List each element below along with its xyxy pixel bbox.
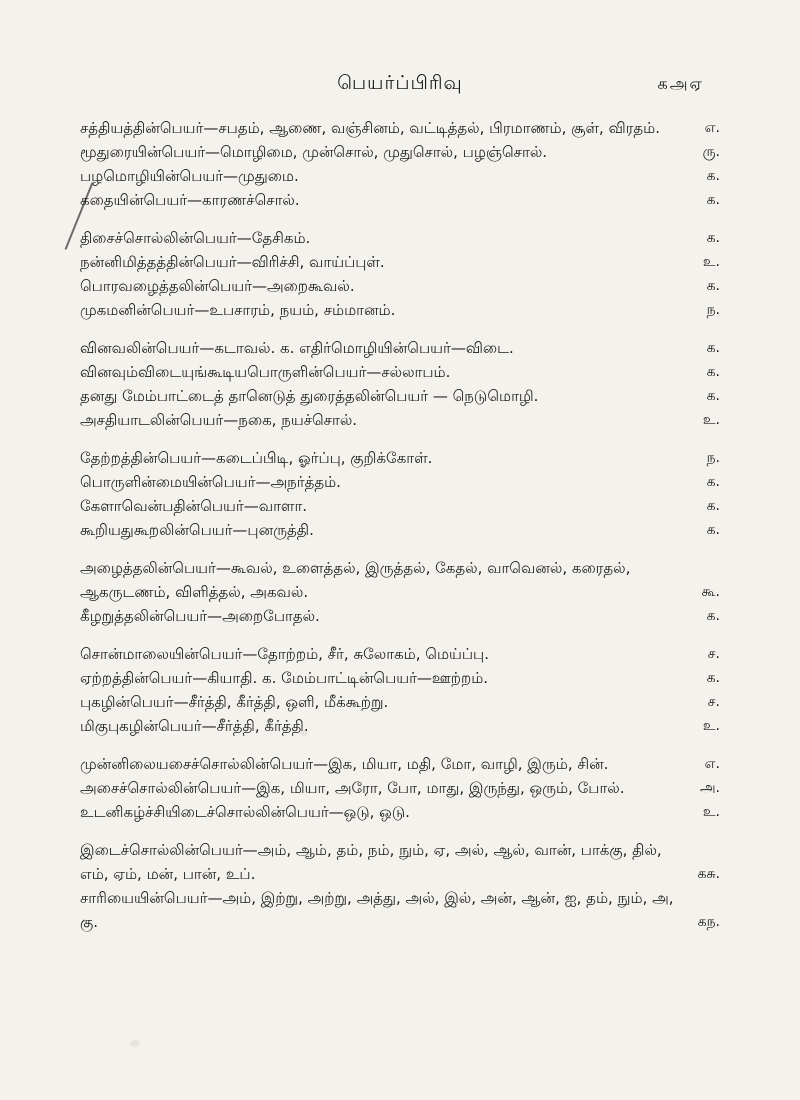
entry-text: அசைச்சொல்லின்பெயர்—இக, மியா, அரோ, போ, மாது, இருந்து, ஒரும், போல். — [80, 779, 625, 797]
entry-row — [80, 384, 720, 408]
entry-row — [80, 666, 720, 690]
entry-count: க. — [706, 192, 720, 208]
entry-list — [80, 116, 720, 934]
entry-count: க. — [706, 278, 720, 294]
entry-text: உடனிகழ்ச்சியிடைச்சொல்லின்பெயர்—ஒடு, ஒடு. — [80, 803, 410, 821]
entry-row — [80, 518, 720, 542]
entry-text: பொரவழைத்தலின்பெயர்—அறைகூவல். — [80, 277, 355, 295]
entry-row — [80, 164, 720, 188]
entry-row — [80, 714, 720, 738]
entry-count: ச. — [707, 646, 720, 662]
entry-text: கீழறுத்தலின்பெயர்—அறைபோதல். — [80, 607, 320, 625]
entry-count: அ. — [699, 780, 720, 796]
entry-row — [80, 116, 720, 140]
entry-row — [80, 140, 720, 164]
entry-text: ஏற்றத்தின்பெயர்—கியாதி. க. மேம்பாட்டின்பெயர்—ஊற்றம். — [80, 669, 489, 687]
page-header — [0, 72, 800, 108]
entry-count: ந. — [706, 450, 720, 466]
entry-row — [80, 838, 720, 886]
entry-row — [80, 336, 720, 360]
entry-count: ந. — [706, 302, 720, 318]
entry-text: முகமனின்பெயர்—உபசாரம், நயம், சம்மானம். — [80, 301, 396, 319]
entry-text: பழமொழியின்பெயர்—முதுமை. — [80, 167, 299, 185]
entry-row — [80, 446, 720, 470]
entry-count: க. — [706, 168, 720, 184]
entry-count: கந. — [697, 914, 720, 930]
entry-text: நன்னிமித்தத்தின்பெயர்—விரிச்சி, வாய்ப்புள். — [80, 253, 385, 271]
entry-text: கதையின்பெயர்—காரணச்சொல். — [80, 191, 300, 209]
entry-text: கூறியதுகூறலின்பெயர்—புனருத்தி. — [80, 521, 314, 539]
entry-count: க. — [706, 522, 720, 538]
entry-text: அழைத்தலின்பெயர்—கூவல், உளைத்தல், இருத்தல், கேதல், வாவெனல், கரைதல், ஆகருடணம், விளித்தல், அகவல். — [80, 559, 631, 601]
entry-row — [80, 360, 720, 384]
entry-count: ரு. — [702, 144, 720, 160]
entry-text: சத்தியத்தின்பெயர்—சபதம், ஆணை, வஞ்சினம், வட்டித்தல், பிரமாணம், சூள், விரதம். — [80, 119, 661, 137]
entry-count: உ. — [702, 718, 720, 734]
entry-text: சாரியையின்பெயர்—அம், இற்று, அற்று, அத்து, அல், இல், அன், ஆன், ஐ, தம், நும், அ, கு. — [80, 889, 674, 931]
entry-count: கூ. — [701, 584, 720, 600]
entry-text: கேளாவென்பதின்பெயர்—வாளா. — [80, 497, 308, 515]
section-gap — [80, 212, 720, 226]
section-gap — [80, 628, 720, 642]
entry-text: தேற்றத்தின்பெயர்—கடைப்பிடி, ஓர்ப்பு, குறிக்கோள். — [80, 449, 433, 467]
entry-row — [80, 642, 720, 666]
entry-row — [80, 494, 720, 518]
entry-row — [80, 776, 720, 800]
page-number: கஅஏ — [657, 74, 704, 93]
entry-count: க. — [706, 388, 720, 404]
entry-row — [80, 298, 720, 322]
entry-count: க. — [706, 340, 720, 356]
entry-count: க. — [706, 364, 720, 380]
entry-row — [80, 470, 720, 494]
entry-text: தனது மேம்பாட்டைத் தானெடுத் துரைத்தலின்பெயர் — நெடுமொழி. — [80, 387, 539, 405]
entry-row — [80, 274, 720, 298]
section-gap — [80, 542, 720, 556]
entry-count: க. — [706, 474, 720, 490]
entry-count: ச. — [707, 694, 720, 710]
paper-speck — [130, 1040, 140, 1047]
entry-text: முன்னிலையசைச்சொல்லின்பெயர்—இக, மியா, மதி, மோ, வாழி, இரும், சின். — [80, 755, 609, 773]
entry-count: எ. — [704, 120, 720, 136]
entry-row — [80, 226, 720, 250]
entry-text: வினவலின்பெயர்—கடாவல். க. எதிர்மொழியின்பெயர்—விடை. — [80, 339, 514, 357]
page-title: பெயர்ப்பிரிவு — [337, 72, 463, 94]
entry-row — [80, 886, 720, 934]
entry-count: எ. — [704, 756, 720, 772]
section-gap — [80, 738, 720, 752]
entry-row — [80, 408, 720, 432]
section-gap — [80, 824, 720, 838]
section-gap — [80, 322, 720, 336]
entry-count: க. — [706, 670, 720, 686]
entry-count: உ. — [702, 804, 720, 820]
entry-text: திசைச்சொல்லின்பெயர்—தேசிகம். — [80, 229, 311, 247]
entry-count: உ. — [702, 254, 720, 270]
entry-count: க. — [706, 608, 720, 624]
entry-text: வினவும்விடையுங்கூடியபொருளின்பெயர்—சல்லாபம். — [80, 363, 451, 381]
entry-row — [80, 800, 720, 824]
entry-count: கசு. — [697, 866, 720, 882]
entry-row — [80, 250, 720, 274]
entry-text: அசதியாடலின்பெயர்—நகை, நயச்சொல். — [80, 411, 358, 429]
entry-row — [80, 752, 720, 776]
entry-row — [80, 604, 720, 628]
entry-text: மூதுரையின்பெயர்—மொழிமை, முன்சொல், முதுசொல், பழஞ்சொல். — [80, 143, 548, 161]
entry-row — [80, 690, 720, 714]
entry-count: க. — [706, 498, 720, 514]
entry-text: சொன்மாலையின்பெயர்—தோற்றம், சீர், சுலோகம், மெய்ப்பு. — [80, 645, 489, 663]
entry-row — [80, 556, 720, 604]
entry-count: உ. — [702, 412, 720, 428]
section-gap — [80, 432, 720, 446]
entry-text: மிகுபுகழின்பெயர்—சீர்த்தி, கீர்த்தி. — [80, 717, 309, 735]
entry-row — [80, 188, 720, 212]
entry-text: பொருளின்மையின்பெயர்—அநர்த்தம். — [80, 473, 341, 491]
entry-text: புகழின்பெயர்—சீர்த்தி, கீர்த்தி, ஒளி, மீக்கூற்று. — [80, 693, 389, 711]
entry-text: இடைச்சொல்லின்பெயர்—அம், ஆம், தம், நம், நும், ஏ, அல், ஆல், வான், பாக்கு, தில், எம், ஏம், மன், பான், உப். — [80, 841, 662, 883]
entry-count: க. — [706, 230, 720, 246]
